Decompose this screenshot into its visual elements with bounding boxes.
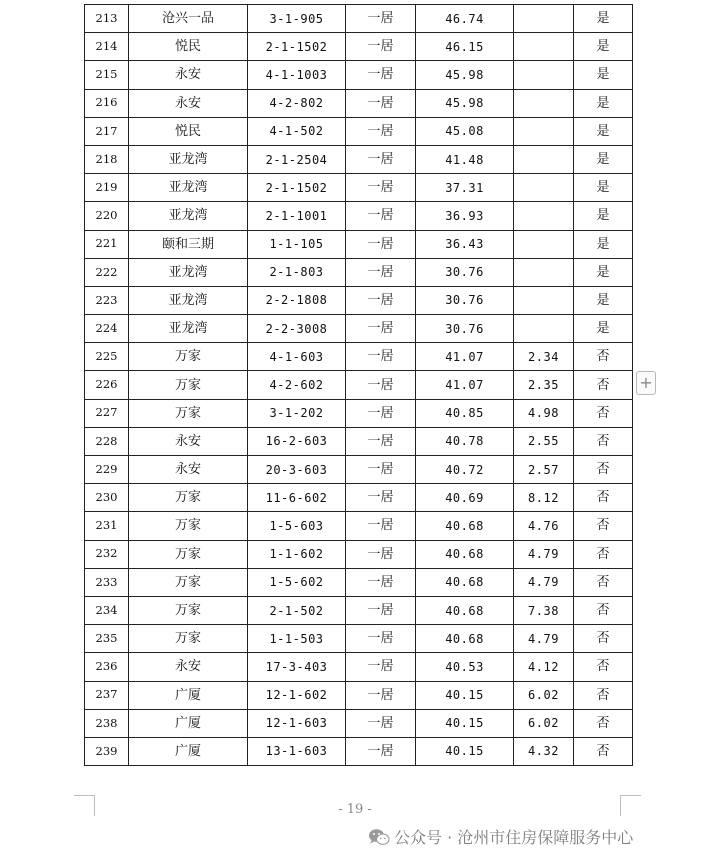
room-type: 一居 [346,202,416,230]
unit-number: 2-2-3008 [248,315,346,343]
area-value: 40.68 [416,596,514,624]
table-row [85,371,633,399]
watermark-text: 公众号 · 沧州市住房保障服务中心 [394,828,634,847]
community-name: 广厦 [129,681,248,709]
amount-value [514,258,574,286]
yes-no-flag: 是 [574,315,633,343]
area-value: 40.15 [416,737,514,765]
table-row [85,596,633,624]
row-number: 236 [85,653,129,681]
area-value: 40.85 [416,399,514,427]
unit-number: 13-1-603 [248,737,346,765]
yes-no-flag: 是 [574,117,633,145]
amount-value: 6.02 [514,681,574,709]
table-row [85,653,633,681]
unit-number: 4-1-603 [248,343,346,371]
unit-number: 4-2-602 [248,371,346,399]
amount-value [514,89,574,117]
row-number: 226 [85,371,129,399]
room-type: 一居 [346,33,416,61]
amount-value [514,5,574,33]
area-value: 46.15 [416,33,514,61]
yes-no-flag: 是 [574,202,633,230]
table-row [85,709,633,737]
area-value: 41.48 [416,145,514,173]
yes-no-flag: 否 [574,456,633,484]
yes-no-flag: 否 [574,427,633,455]
page-number: - 19 - [338,802,372,817]
table-row [85,89,633,117]
community-name: 亚龙湾 [129,174,248,202]
row-number: 231 [85,512,129,540]
community-name: 悦民 [129,33,248,61]
room-type: 一居 [346,540,416,568]
community-name: 万家 [129,512,248,540]
amount-value: 4.79 [514,568,574,596]
table-row [85,540,633,568]
table-row [85,61,633,89]
area-value: 40.68 [416,568,514,596]
unit-number: 2-2-1808 [248,286,346,314]
table-row [85,484,633,512]
area-value: 36.93 [416,202,514,230]
amount-value [514,174,574,202]
community-name: 颐和三期 [129,230,248,258]
row-number: 233 [85,568,129,596]
row-number: 228 [85,427,129,455]
table-row [85,174,633,202]
unit-number: 1-1-602 [248,540,346,568]
row-number: 216 [85,89,129,117]
area-value: 40.68 [416,512,514,540]
area-value: 40.53 [416,653,514,681]
room-type: 一居 [346,427,416,455]
community-name: 万家 [129,484,248,512]
yes-no-flag: 否 [574,625,633,653]
row-number: 237 [85,681,129,709]
area-value: 40.15 [416,709,514,737]
amount-value [514,230,574,258]
row-number: 239 [85,737,129,765]
yes-no-flag: 否 [574,709,633,737]
amount-value: 2.57 [514,456,574,484]
row-number: 238 [85,709,129,737]
community-name: 万家 [129,596,248,624]
yes-no-flag: 是 [574,286,633,314]
yes-no-flag: 否 [574,399,633,427]
room-type: 一居 [346,399,416,427]
yes-no-flag: 否 [574,737,633,765]
room-type: 一居 [346,709,416,737]
community-name: 亚龙湾 [129,286,248,314]
row-number: 221 [85,230,129,258]
row-number: 224 [85,315,129,343]
community-name: 万家 [129,540,248,568]
room-type: 一居 [346,145,416,173]
unit-number: 2-1-502 [248,596,346,624]
row-number: 229 [85,456,129,484]
yes-no-flag: 是 [574,230,633,258]
community-name: 永安 [129,89,248,117]
area-value: 40.68 [416,540,514,568]
row-number: 215 [85,61,129,89]
community-name: 亚龙湾 [129,258,248,286]
row-number: 227 [85,399,129,427]
row-number: 218 [85,145,129,173]
room-type: 一居 [346,5,416,33]
table-row [85,737,633,765]
row-number: 213 [85,5,129,33]
amount-value: 4.79 [514,540,574,568]
unit-number: 20-3-603 [248,456,346,484]
unit-number: 4-1-1003 [248,61,346,89]
room-type: 一居 [346,286,416,314]
room-type: 一居 [346,681,416,709]
amount-value: 2.34 [514,343,574,371]
yes-no-flag: 是 [574,145,633,173]
area-value: 40.78 [416,427,514,455]
area-value: 40.69 [416,484,514,512]
table-row [85,681,633,709]
wechat-icon [368,828,390,846]
area-value: 30.76 [416,286,514,314]
unit-number: 1-1-105 [248,230,346,258]
community-name: 万家 [129,371,248,399]
community-name: 永安 [129,653,248,681]
amount-value [514,202,574,230]
unit-number: 4-2-802 [248,89,346,117]
area-value: 36.43 [416,230,514,258]
table-row [85,286,633,314]
unit-number: 11-6-602 [248,484,346,512]
room-type: 一居 [346,625,416,653]
room-type: 一居 [346,230,416,258]
community-name: 万家 [129,568,248,596]
yes-no-flag: 是 [574,174,633,202]
room-type: 一居 [346,89,416,117]
table-row [85,343,633,371]
amount-value: 4.12 [514,653,574,681]
community-name: 广厦 [129,737,248,765]
area-value: 46.74 [416,5,514,33]
table-row [85,145,633,173]
table-row [85,117,633,145]
table-row [85,568,633,596]
table-row [85,315,633,343]
area-value: 30.76 [416,315,514,343]
community-name: 永安 [129,427,248,455]
room-type: 一居 [346,371,416,399]
community-name: 万家 [129,343,248,371]
unit-number: 1-1-503 [248,625,346,653]
amount-value [514,117,574,145]
amount-value [514,33,574,61]
unit-number: 2-1-1502 [248,33,346,61]
community-name: 永安 [129,61,248,89]
row-number: 217 [85,117,129,145]
community-name: 悦民 [129,117,248,145]
unit-number: 17-3-403 [248,653,346,681]
table-row [85,230,633,258]
room-type: 一居 [346,117,416,145]
amount-value: 4.32 [514,737,574,765]
area-value: 40.72 [416,456,514,484]
community-name: 亚龙湾 [129,315,248,343]
table-row [85,512,633,540]
room-type: 一居 [346,568,416,596]
amount-value: 2.35 [514,371,574,399]
unit-number: 2-1-1502 [248,174,346,202]
amount-value: 7.38 [514,596,574,624]
room-type: 一居 [346,456,416,484]
row-number: 219 [85,174,129,202]
amount-value [514,315,574,343]
area-value: 45.08 [416,117,514,145]
amount-value: 4.98 [514,399,574,427]
table-row [85,202,633,230]
yes-no-flag: 否 [574,568,633,596]
room-type: 一居 [346,315,416,343]
row-number: 223 [85,286,129,314]
area-value: 40.68 [416,625,514,653]
yes-no-flag: 否 [574,540,633,568]
row-number: 220 [85,202,129,230]
table-row [85,427,633,455]
area-value: 37.31 [416,174,514,202]
amount-value: 8.12 [514,484,574,512]
row-number: 214 [85,33,129,61]
housing-table [84,4,633,766]
unit-number: 2-1-803 [248,258,346,286]
area-value: 41.07 [416,343,514,371]
yes-no-flag: 否 [574,681,633,709]
room-type: 一居 [346,343,416,371]
unit-number: 12-1-602 [248,681,346,709]
amount-value [514,61,574,89]
amount-value: 4.79 [514,625,574,653]
table-row [85,258,633,286]
area-value: 45.98 [416,61,514,89]
table-row [85,399,633,427]
yes-no-flag: 是 [574,61,633,89]
room-type: 一居 [346,653,416,681]
room-type: 一居 [346,596,416,624]
unit-number: 4-1-502 [248,117,346,145]
unit-number: 2-1-2504 [248,145,346,173]
yes-no-flag: 否 [574,484,633,512]
yes-no-flag: 否 [574,653,633,681]
community-name: 万家 [129,625,248,653]
row-number: 232 [85,540,129,568]
watermark [368,825,633,848]
row-number: 225 [85,343,129,371]
yes-no-flag: 否 [574,596,633,624]
unit-number: 3-1-905 [248,5,346,33]
yes-no-flag: 否 [574,343,633,371]
amount-value [514,286,574,314]
unit-number: 12-1-603 [248,709,346,737]
community-name: 亚龙湾 [129,145,248,173]
yes-no-flag: 是 [574,89,633,117]
room-type: 一居 [346,737,416,765]
row-number: 235 [85,625,129,653]
amount-value [514,145,574,173]
room-type: 一居 [346,258,416,286]
room-type: 一居 [346,512,416,540]
yes-no-flag: 否 [574,371,633,399]
unit-number: 1-5-603 [248,512,346,540]
yes-no-flag: 是 [574,33,633,61]
table-row [85,456,633,484]
community-name: 万家 [129,399,248,427]
unit-number: 16-2-603 [248,427,346,455]
row-number: 230 [85,484,129,512]
area-value: 30.76 [416,258,514,286]
community-name: 亚龙湾 [129,202,248,230]
unit-number: 2-1-1001 [248,202,346,230]
yes-no-flag: 是 [574,5,633,33]
community-name: 广厦 [129,709,248,737]
row-number: 222 [85,258,129,286]
table-row [85,625,633,653]
yes-no-flag: 是 [574,258,633,286]
yes-no-flag: 否 [574,512,633,540]
area-value: 40.15 [416,681,514,709]
room-type: 一居 [346,61,416,89]
table-row [85,5,633,33]
room-type: 一居 [346,174,416,202]
community-name: 永安 [129,456,248,484]
row-number: 234 [85,596,129,624]
amount-value: 2.55 [514,427,574,455]
amount-value: 6.02 [514,709,574,737]
unit-number: 3-1-202 [248,399,346,427]
add-row-button[interactable]: + [636,371,656,395]
room-type: 一居 [346,484,416,512]
community-name: 沧兴一品 [129,5,248,33]
area-value: 45.98 [416,89,514,117]
unit-number: 1-5-602 [248,568,346,596]
table-row [85,33,633,61]
amount-value: 4.76 [514,512,574,540]
area-value: 41.07 [416,371,514,399]
